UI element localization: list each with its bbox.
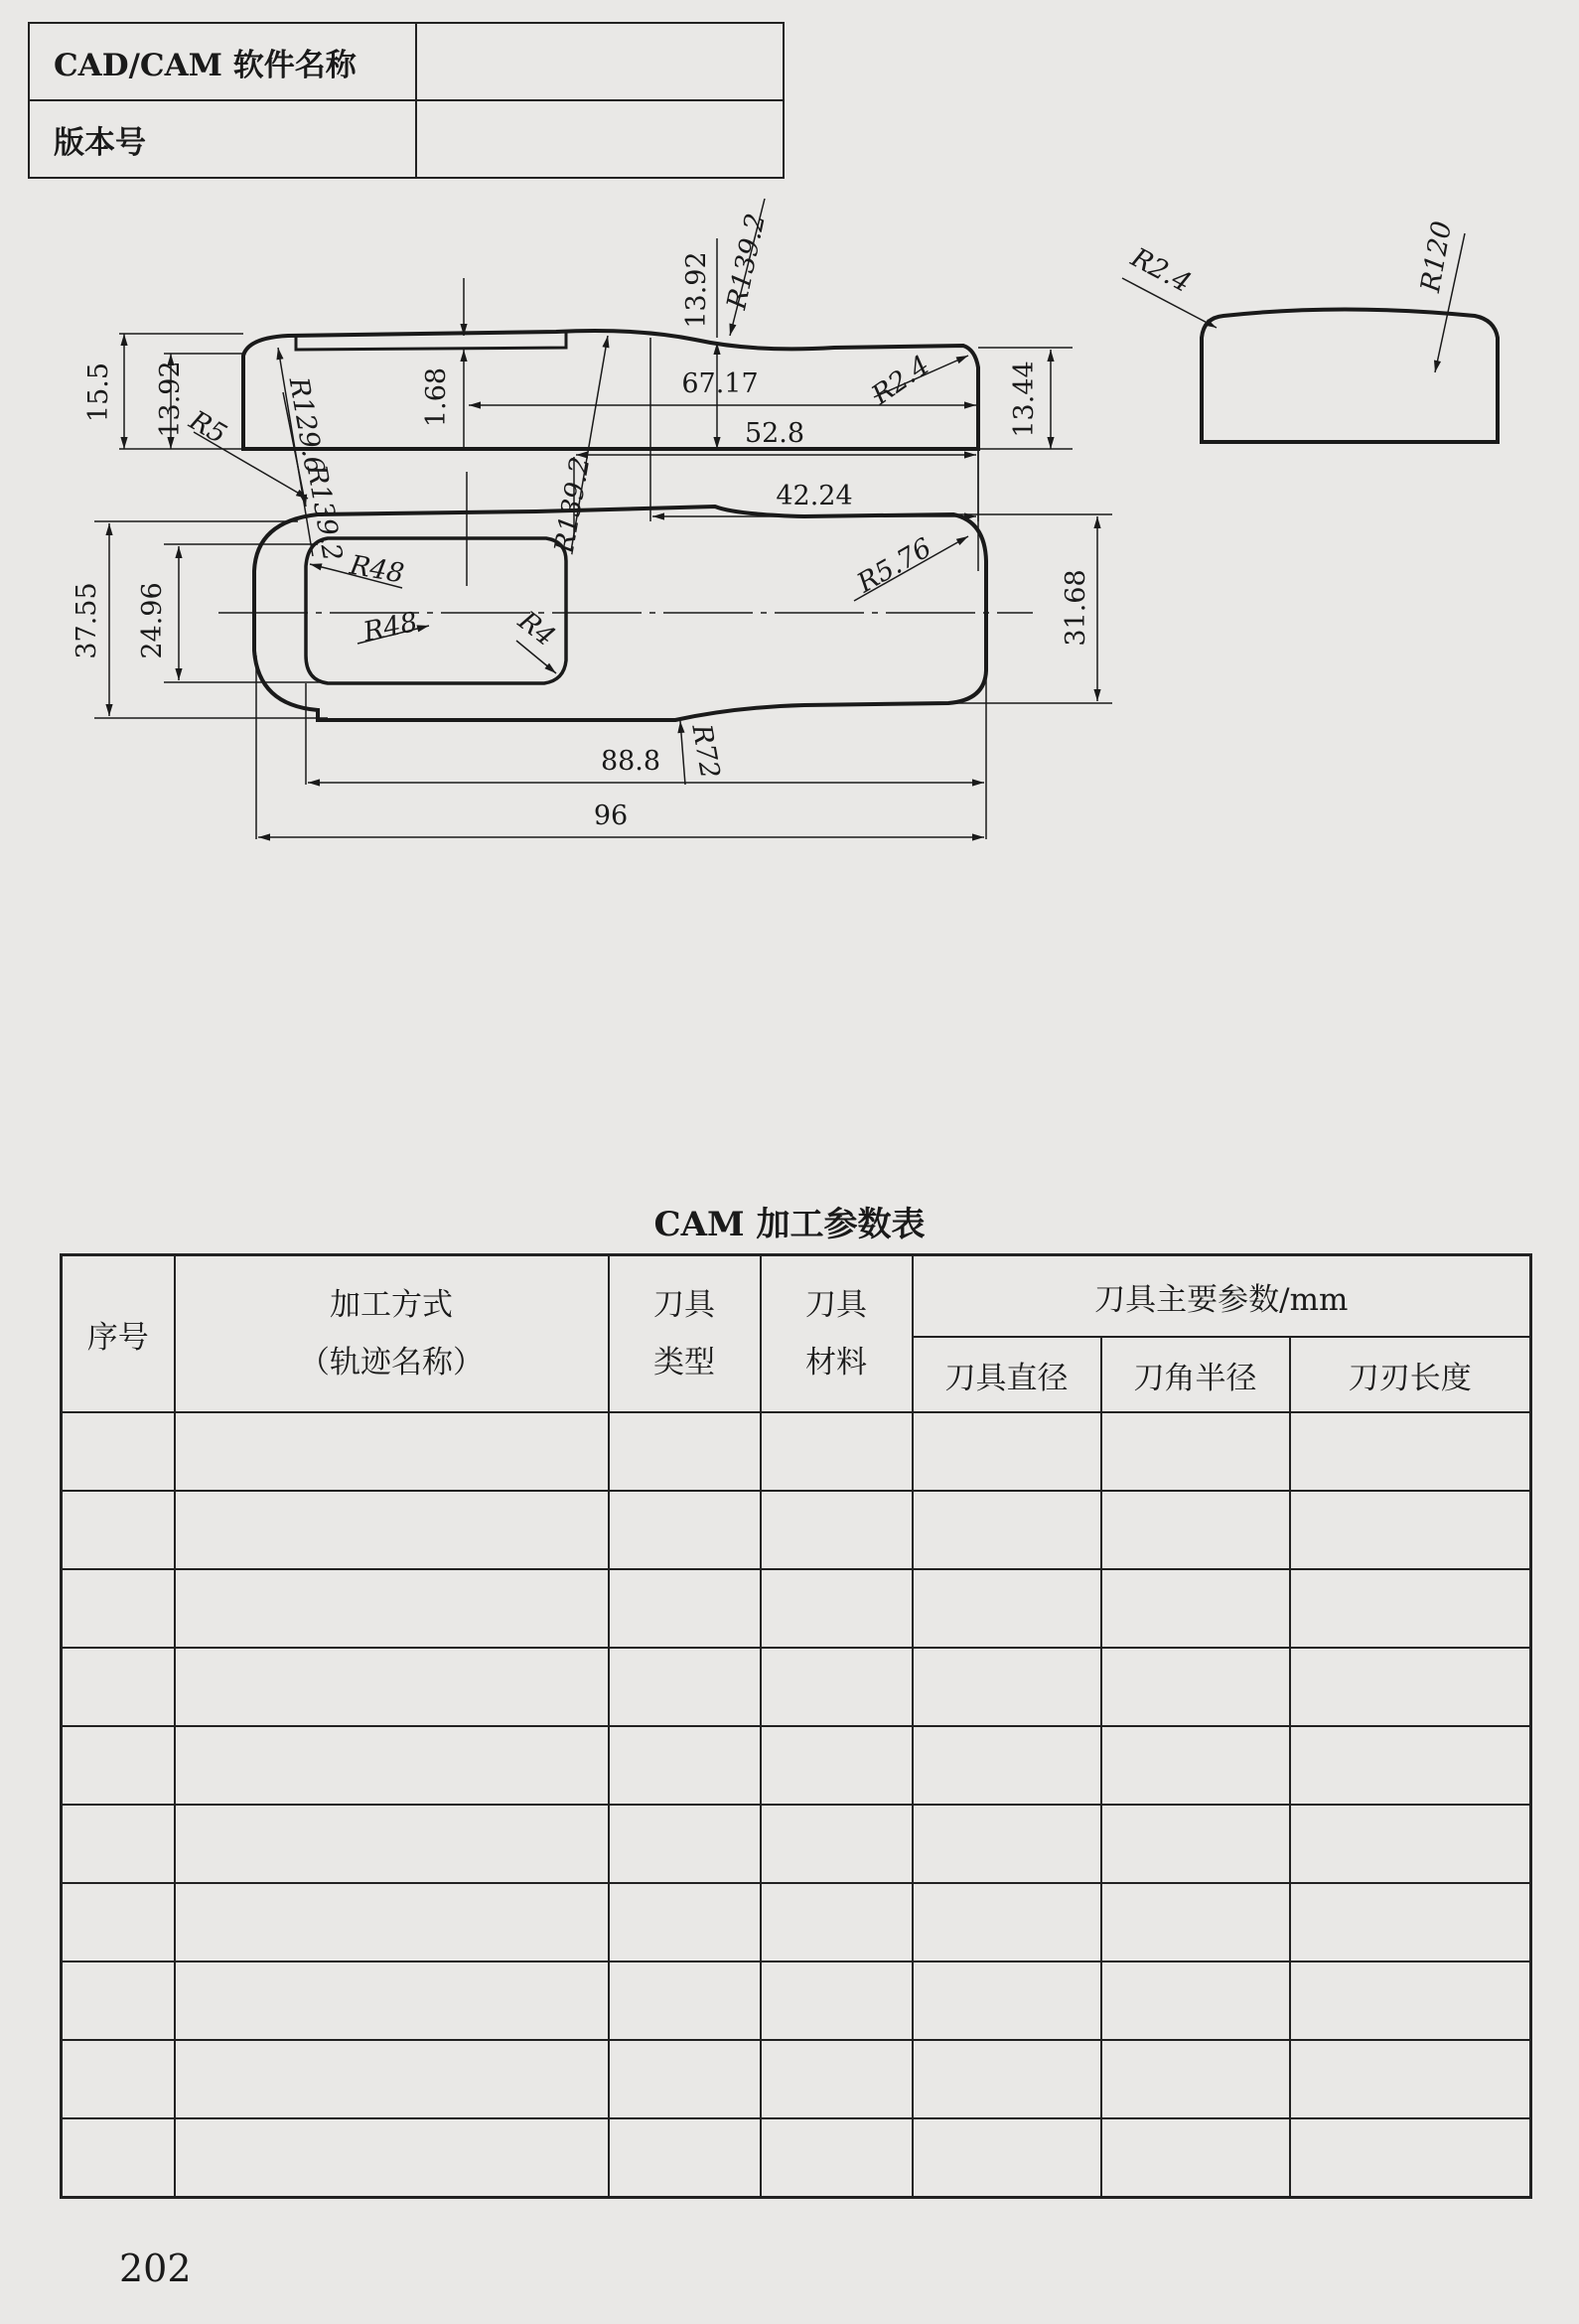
cell-seq[interactable] — [62, 1805, 175, 1883]
dim-r129-6: R129.6 — [282, 374, 331, 477]
version-field[interactable] — [416, 100, 784, 178]
header-tool-material — [761, 1255, 913, 1413]
cell-tool-type[interactable] — [609, 1412, 761, 1491]
header-method — [175, 1255, 609, 1413]
software-info-table — [28, 22, 785, 179]
cell-method[interactable] — [175, 1883, 609, 1961]
dim-67-17: 67.17 — [681, 368, 759, 399]
cam-parameter-table — [60, 1253, 1532, 2199]
dim-r48-top: R48 — [347, 549, 407, 590]
cell-tool-material[interactable] — [761, 1883, 913, 1961]
cell-tool-material[interactable] — [761, 1569, 913, 1648]
dim-r4: R4 — [511, 605, 561, 654]
cell-tool-type[interactable] — [609, 1883, 761, 1961]
version-label: 版本号 — [29, 100, 416, 178]
dim-r139-2-top: R139.2 — [721, 211, 772, 313]
cell-blade-length[interactable] — [1290, 1412, 1531, 1491]
cam-table-title: CAM 加工参数表 — [653, 1205, 926, 1244]
header-method-line2: （轨迹名称） — [299, 1345, 484, 1380]
page-number: 202 — [119, 2247, 192, 2290]
header-corner-radius: 刀角半径 — [1101, 1337, 1290, 1412]
table-row — [62, 1412, 1531, 1491]
cell-tool-type[interactable] — [609, 1491, 761, 1569]
cell-corner-radius[interactable] — [1101, 2118, 1290, 2198]
table-row — [62, 2040, 1531, 2118]
cell-blade-length[interactable] — [1290, 1805, 1531, 1883]
cell-corner-radius[interactable] — [1101, 1491, 1290, 1569]
cell-tool-diameter[interactable] — [913, 1883, 1101, 1961]
cell-tool-type[interactable] — [609, 1648, 761, 1726]
cell-method[interactable] — [175, 2118, 609, 2198]
cell-seq[interactable] — [62, 1648, 175, 1726]
dim-42-24: 42.24 — [776, 481, 853, 511]
header-tool-material-line2: 材料 — [805, 1345, 867, 1380]
header-tool-diameter: 刀具直径 — [913, 1337, 1101, 1412]
cell-blade-length[interactable] — [1290, 1883, 1531, 1961]
end-view-outline — [1202, 310, 1498, 443]
cell-tool-material[interactable] — [761, 1491, 913, 1569]
dim-r139-2-bottom-left: R139.2 — [300, 462, 349, 564]
cell-corner-radius[interactable] — [1101, 1805, 1290, 1883]
cell-method[interactable] — [175, 1961, 609, 2040]
dim-r72: R72 — [685, 721, 726, 782]
table-row — [62, 1569, 1531, 1648]
cell-tool-type[interactable] — [609, 2118, 761, 2198]
table-row — [62, 1883, 1531, 1961]
dim-1-68: 1.68 — [421, 366, 452, 428]
dim-r48-bottom: R48 — [360, 606, 421, 649]
cell-tool-type[interactable] — [609, 2040, 761, 2118]
cell-tool-type[interactable] — [609, 1961, 761, 2040]
cell-tool-material[interactable] — [761, 1961, 913, 2040]
dim-r139-2-middle: R139.2 — [548, 454, 597, 556]
cell-method[interactable] — [175, 2040, 609, 2118]
cell-corner-radius[interactable] — [1101, 1648, 1290, 1726]
software-name-field[interactable] — [416, 23, 784, 100]
cell-tool-diameter[interactable] — [913, 2040, 1101, 2118]
cell-tool-type[interactable] — [609, 1805, 761, 1883]
dim-r120: R120 — [1415, 218, 1459, 295]
dim-37-55: 37.55 — [72, 582, 102, 659]
cell-tool-type[interactable] — [609, 1569, 761, 1648]
cell-blade-length[interactable] — [1290, 1726, 1531, 1805]
header-method-line1: 加工方式 — [330, 1287, 453, 1323]
dim-13-92-top: 13.92 — [681, 251, 712, 329]
header-tool-params: 刀具主要参数/mm — [913, 1255, 1531, 1338]
cell-method[interactable] — [175, 1491, 609, 1569]
cell-blade-length[interactable] — [1290, 1961, 1531, 2040]
dim-15-5: 15.5 — [83, 362, 114, 423]
table-row — [62, 2118, 1531, 2198]
cell-tool-diameter[interactable] — [913, 1805, 1101, 1883]
cell-corner-radius[interactable] — [1101, 1569, 1290, 1648]
cell-seq[interactable] — [62, 1883, 175, 1961]
cell-seq[interactable] — [62, 1412, 175, 1491]
header-blade-length: 刀刃长度 — [1290, 1337, 1531, 1412]
cell-tool-material[interactable] — [761, 1805, 913, 1883]
cell-tool-diameter[interactable] — [913, 1726, 1101, 1805]
dim-r2-4-side: R2.4 — [866, 350, 935, 411]
cell-tool-type[interactable] — [609, 1726, 761, 1805]
cell-blade-length[interactable] — [1290, 1569, 1531, 1648]
dim-52-8: 52.8 — [744, 418, 805, 449]
cell-method[interactable] — [175, 1569, 609, 1648]
cell-tool-material[interactable] — [761, 2040, 913, 2118]
dim-r2-4-end: R2.4 — [1125, 241, 1197, 300]
dim-88-8: 88.8 — [600, 746, 661, 777]
cell-blade-length[interactable] — [1290, 2118, 1531, 2198]
dim-r5: R5 — [184, 404, 232, 451]
cell-method[interactable] — [175, 1648, 609, 1726]
cell-seq[interactable] — [62, 1491, 175, 1569]
cell-seq[interactable] — [62, 2040, 175, 2118]
header-tool-type — [609, 1255, 761, 1413]
cell-tool-diameter[interactable] — [913, 1961, 1101, 2040]
dim-13-92-left: 13.92 — [155, 361, 186, 438]
cell-tool-material[interactable] — [761, 1648, 913, 1726]
table-row — [62, 1961, 1531, 2040]
cell-tool-material[interactable] — [761, 2118, 913, 2198]
cell-corner-radius[interactable] — [1101, 1412, 1290, 1491]
cell-tool-diameter[interactable] — [913, 1569, 1101, 1648]
table-row — [62, 1491, 1531, 1569]
dim-13-44: 13.44 — [1009, 361, 1040, 438]
cell-corner-radius[interactable] — [1101, 1961, 1290, 2040]
end-view-labels — [1125, 218, 1458, 299]
dim-24-96: 24.96 — [137, 582, 168, 659]
software-name-label: CAD/CAM 软件名称 — [29, 23, 416, 100]
cell-tool-diameter[interactable] — [913, 2118, 1101, 2198]
header-tool-type-line1: 刀具 — [653, 1287, 715, 1323]
cell-tool-material[interactable] — [761, 1412, 913, 1491]
cell-method[interactable] — [175, 1726, 609, 1805]
header-tool-material-line1: 刀具 — [805, 1287, 867, 1323]
dim-96: 96 — [593, 800, 629, 831]
cell-tool-diameter[interactable] — [913, 1648, 1101, 1726]
cell-method[interactable] — [175, 1412, 609, 1491]
cell-seq[interactable] — [62, 1961, 175, 2040]
cell-tool-material[interactable] — [761, 1726, 913, 1805]
dim-r5-76: R5.76 — [852, 532, 937, 600]
cell-blade-length[interactable] — [1290, 1648, 1531, 1726]
cell-corner-radius[interactable] — [1101, 1726, 1290, 1805]
table-row — [62, 1805, 1531, 1883]
cell-blade-length[interactable] — [1290, 1491, 1531, 1569]
cell-corner-radius[interactable] — [1101, 2040, 1290, 2118]
cell-corner-radius[interactable] — [1101, 1883, 1290, 1961]
cell-method[interactable] — [175, 1805, 609, 1883]
header-seq: 序号 — [62, 1255, 175, 1413]
cell-tool-diameter[interactable] — [913, 1491, 1101, 1569]
table-row — [62, 1726, 1531, 1805]
cell-tool-diameter[interactable] — [913, 1412, 1101, 1491]
plan-view-labels — [72, 368, 1091, 831]
cell-seq[interactable] — [62, 1569, 175, 1648]
dim-31-68: 31.68 — [1061, 569, 1091, 647]
cell-seq[interactable] — [62, 1726, 175, 1805]
cell-blade-length[interactable] — [1290, 2040, 1531, 2118]
table-row — [62, 1648, 1531, 1726]
technical-drawing — [0, 179, 1579, 1172]
header-tool-type-line2: 类型 — [653, 1345, 715, 1380]
cell-seq[interactable] — [62, 2118, 175, 2198]
